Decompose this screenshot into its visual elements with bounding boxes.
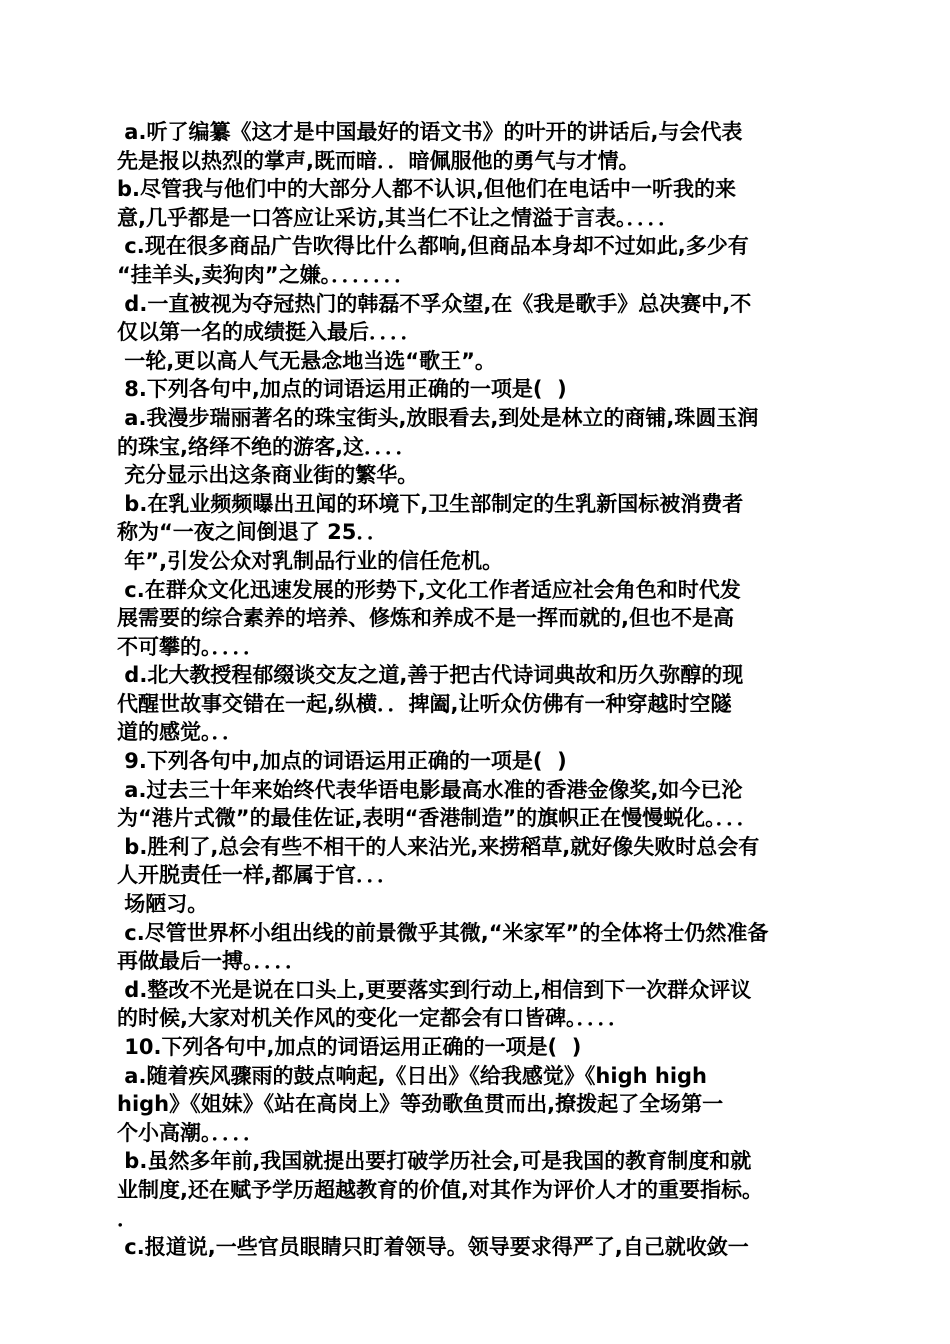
text-line: c.现在很多商品广告吹得比什么都响,但商品本身却不过如此,多少有: [117, 234, 749, 259]
text-line: 不可攀的。．．．．: [117, 634, 264, 659]
text-line: d.北大教授程郁缀谈交友之道,善于把古代诗词典故和历久弥醇的现: [117, 663, 744, 688]
text-line: “挂羊头,卖狗肉”之嫌。．．．．．．．: [117, 262, 416, 287]
text-line: 仅以第一名的成绩挺入最后．．．．: [117, 320, 422, 345]
text-line: 充分显示出这条商业街的繁华。: [117, 463, 419, 488]
text-line: 道的感觉。．．: [117, 720, 243, 745]
text-line: b.虽然多年前,我国就提出要打破学历社会,可是我国的教育制度和就: [117, 1149, 752, 1174]
text-line: 个小高潮。．．．．: [117, 1120, 264, 1145]
text-line: 业制度,还在赋予学历超越教育的价值,对其作为评价人才的重要指标。: [117, 1177, 763, 1202]
text-line: 先是报以热烈的掌声,既而暗．．暗佩服他的勇气与才情。: [117, 148, 640, 173]
text-line: 为“港片式微”的最佳佐证,表明“香港制造”的旗帜正在慢慢蜕化。．．．: [117, 806, 758, 831]
text-line: 一轮,更以高人气无悬念地当选“歌王”。: [117, 348, 496, 373]
text-line: 人开脱责任一样,都属于官．．．: [117, 863, 398, 888]
question-10-heading: 10.下列各句中,加点的词语运用正确的一项是( ): [117, 1035, 582, 1059]
text-line: c.在群众文化迅速发展的形势下,文化工作者适应社会角色和时代发: [117, 577, 741, 602]
text-line: 展需要的综合素养的培养、修炼和养成不是一挥而就的,但也不是高: [117, 606, 734, 631]
text-line: ．: [117, 1206, 138, 1231]
text-line: 再做最后一搏。．．．．: [117, 949, 306, 974]
text-line: a.我漫步瑞丽著名的珠宝街头,放眼看去,到处是林立的商铺,珠圆玉润: [117, 405, 759, 430]
text-line: c.报道说,一些官员眼睛只盯着领导。领导要求得严了,自己就收敛一: [117, 1235, 749, 1260]
text-line: 称为“一夜之间倒退了 25．．: [117, 520, 388, 545]
text-line: b.尽管我与他们中的大部分人都不认识,但他们在电话中一听我的来: [117, 177, 736, 202]
question-9-heading: 9.下列各句中,加点的词语运用正确的一项是( ): [117, 749, 567, 774]
text-line: 场陋习。: [117, 892, 209, 917]
text-line: 的时候,大家对机关作风的变化一定都会有口皆碑。．．．．: [117, 1006, 629, 1031]
text-line: c.尽管世界杯小组出线的前景微乎其微,“米家军”的全体将士仍然准备: [117, 920, 769, 945]
text-line: high》《姐妹》《站在高岗上》等劲歌鱼贯而出,撩拨起了全场第一: [117, 1092, 724, 1117]
question-8-heading: 8.下列各句中,加点的词语运用正确的一项是( ): [117, 377, 567, 402]
text-line: 年”,引发公众对乳制品行业的信任危机。: [117, 548, 504, 573]
text-line: a.随着疾风骤雨的鼓点响起,《日出》《给我感觉》《high high: [117, 1063, 708, 1088]
text-line: d.整改不光是说在口头上,更要落实到行动上,相信到下一次群众评议: [117, 977, 752, 1002]
text-line: 的珠宝,络绎不绝的游客,这．．．．: [117, 434, 417, 459]
text-line: b.在乳业频频曝出丑闻的环境下,卫生部制定的生乳新国标被消费者: [117, 491, 744, 516]
text-line: b.胜利了,总会有些不相干的人来沾光,来捞稻草,就好像失败时总会有: [117, 834, 760, 859]
document-body: [117, 118, 835, 1262]
text-line: a.过去三十年来始终代表华语电影最高水准的香港金像奖,如今已沦: [117, 777, 743, 802]
text-line: 意,几乎都是一口答应让采访,其当仁不让之情溢于言表。．．．．: [117, 205, 679, 230]
text-line: 代醒世故事交错在一起,纵横．．捭阖,让听众仿佛有一种穿越时空隧: [117, 691, 732, 716]
text-line: d.一直被视为夺冠热门的韩磊不孚众望,在《我是歌手》总决赛中,不: [117, 291, 752, 316]
text-line: a.听了编纂《这才是中国最好的语文书》的叶开的讲话后,与会代表: [117, 120, 743, 144]
